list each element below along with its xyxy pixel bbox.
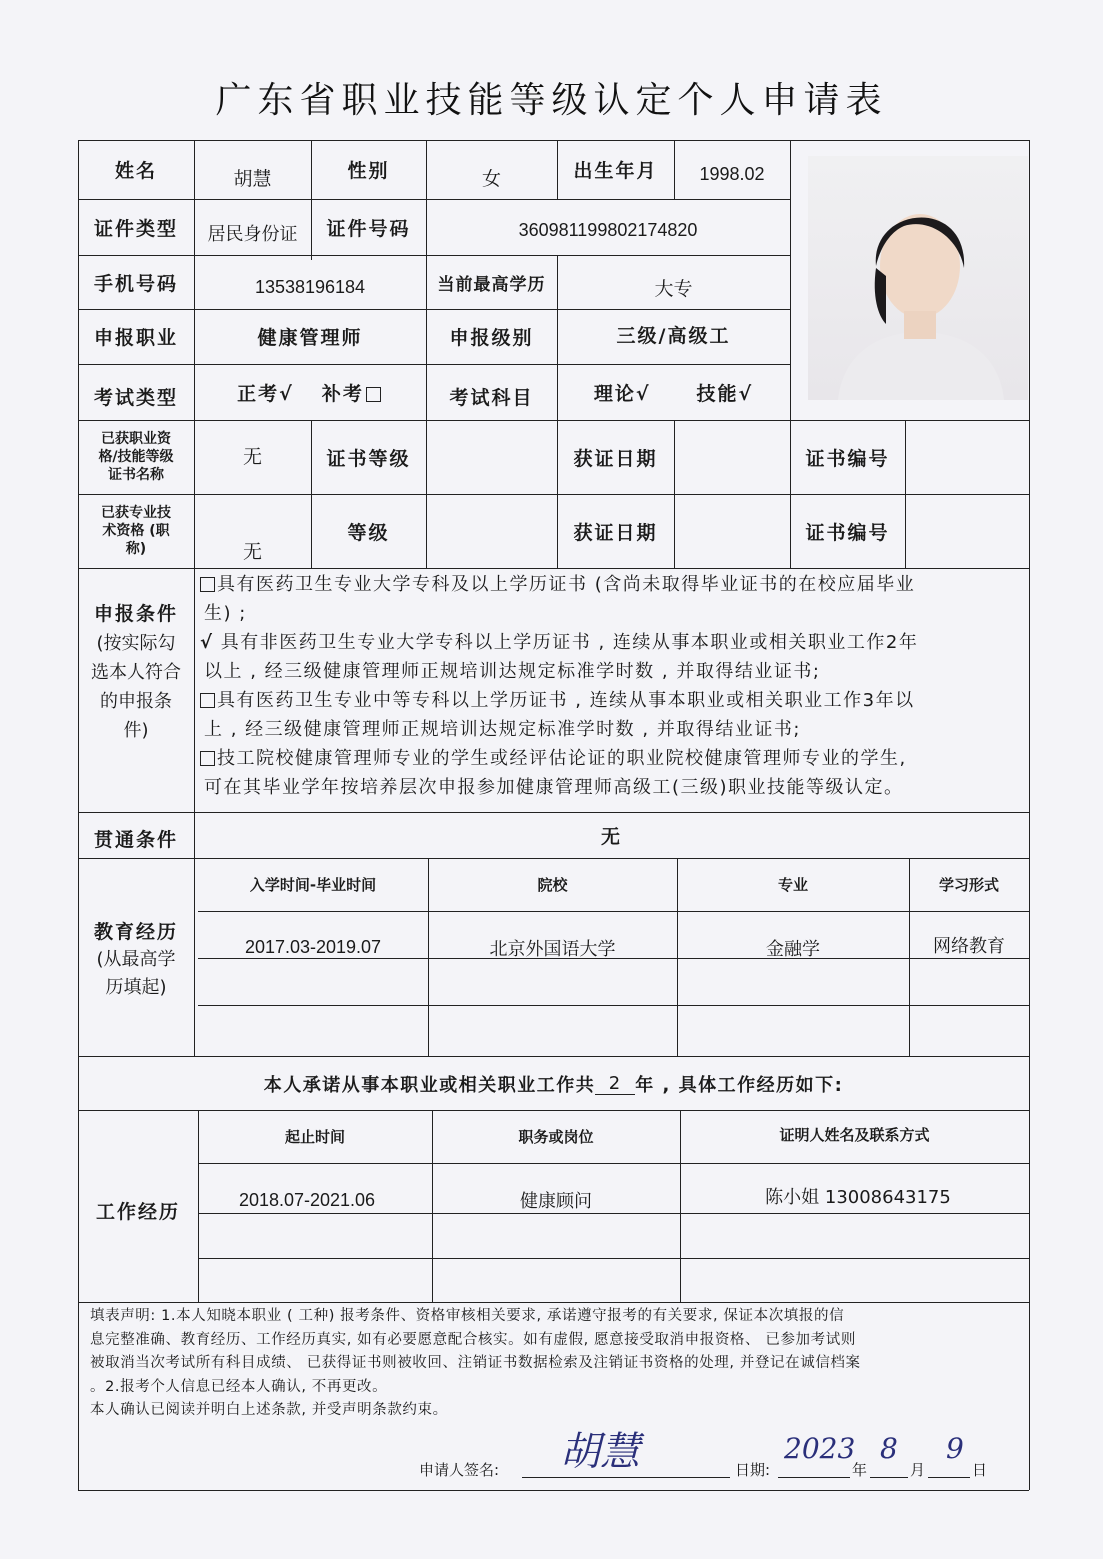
exam-retake-label: 补考 <box>321 382 364 405</box>
cert-date-label: 获证日期 <box>573 447 658 470</box>
subject-theory-option[interactable]: 理论√ <box>593 382 651 405</box>
through-label: 贯通条件 <box>93 828 178 851</box>
edu-title: 教育经历 <box>93 921 178 943</box>
cert-number-label: 证书编号 <box>805 447 890 470</box>
work-label: 工作经历 <box>95 1200 180 1223</box>
birth-value: 1998.02 <box>699 164 765 184</box>
edu-header-form: 学习形式 <box>938 876 999 894</box>
condition-text: 生) ; <box>204 603 247 624</box>
declaration-line: 。2.报考个人信息已经本人确认, 不再更改。 <box>90 1378 388 1395</box>
table-cell: 陈小姐 13008643175 <box>765 1187 951 1208</box>
level-label: 申报级别 <box>449 327 534 349</box>
signature-label: 申请人签名: <box>419 1461 500 1479</box>
qual-cert-value: 无 <box>242 446 262 468</box>
name-value: 胡慧 <box>233 168 272 190</box>
edu-sub: 历填起) <box>105 977 167 998</box>
tech-qual-value: 无 <box>242 541 262 563</box>
condition-text: 可在其毕业学年按培养层次申报参加健康管理师高级工(三级)职业技能等级认定。 <box>204 777 904 798</box>
work-header-reference: 证明人姓名及联系方式 <box>779 1126 930 1144</box>
date-label: 日期: <box>735 1461 771 1479</box>
gender-label: 性别 <box>347 160 390 182</box>
conditions-sub: 选本人符合 <box>91 662 181 683</box>
through-value: 无 <box>600 825 622 848</box>
condition-text: 以上 , 经三级健康管理师正规培训达规定标准学时数 , 并取得结业证书; <box>204 661 821 682</box>
checkbox-icon[interactable] <box>200 751 215 766</box>
table-cell: 2017.03-2019.07 <box>244 937 382 957</box>
checkbox-icon[interactable] <box>200 577 215 592</box>
work-header-period: 起止时间 <box>284 1128 345 1146</box>
checkbox-icon[interactable] <box>366 387 381 402</box>
person-photo-icon <box>808 156 1028 400</box>
cert-level-label: 证书等级 <box>326 447 411 470</box>
qual-cert-label-line: 已获职业资 <box>101 431 171 447</box>
exam-type-options <box>194 364 426 420</box>
qual-cert-label-line: 格/技能等级 <box>98 449 174 465</box>
tech-date-label: 获证日期 <box>573 521 658 544</box>
declaration <box>90 1305 1026 1423</box>
checkbox-icon[interactable] <box>200 693 215 708</box>
education-value: 大专 <box>654 277 693 300</box>
qual-cert-label-line: 证书名称 <box>108 467 164 483</box>
subject-skill-option[interactable]: 技能√ <box>696 382 754 405</box>
year-unit: 年 <box>852 1461 868 1479</box>
id-number-value: 360981199802174820 <box>518 219 698 240</box>
edu-header-period: 入学时间-毕业时间 <box>249 876 377 894</box>
tech-qual-label-line: 已获专业技 <box>101 505 171 521</box>
occupation-label: 申报职业 <box>93 327 178 349</box>
exam-subject-label: 考试科目 <box>449 386 534 409</box>
edu-sub: (从最高学 <box>96 949 176 970</box>
table-cell: 网络教育 <box>933 935 1005 957</box>
condition-option-3[interactable] <box>200 686 1026 715</box>
edu-label <box>78 915 194 1005</box>
work-promise <box>78 1058 1029 1110</box>
declaration-line: 本人确认已阅读并明白上述条款, 并受声明条款约束。 <box>90 1402 448 1418</box>
exam-subject-options <box>557 364 790 420</box>
condition-option-1[interactable] <box>200 570 1026 599</box>
qual-cert-label <box>78 420 194 494</box>
checkmark-icon: √ <box>200 632 214 653</box>
tech-grade-label: 等级 <box>347 521 390 544</box>
day-unit: 日 <box>972 1461 988 1479</box>
declaration-line: 填表声明: 1.本人知晓本职业 ( 工种) 报考条件、资格审核相关要求, 承诺遵守报考的有关要求, 保证本次填报的信 <box>90 1308 845 1324</box>
education-label: 当前最高学历 <box>437 274 546 295</box>
signature-day: 9 <box>946 1432 964 1465</box>
promise-text: 年 , 具体工作经历如下: <box>635 1075 844 1096</box>
edu-header-major: 专业 <box>777 876 808 894</box>
month-unit: 月 <box>910 1461 926 1479</box>
exam-type-label: 考试类型 <box>93 386 178 409</box>
edu-header-school: 院校 <box>537 876 568 894</box>
applicant-photo <box>808 156 1028 400</box>
condition-text: 具有非医药卫生专业大学专科以上学历证书 , 连续从事本职业或相关职业工作2年 <box>213 632 919 653</box>
tech-qual-label <box>78 494 194 568</box>
tech-number-label: 证书编号 <box>805 521 890 544</box>
table-cell: 健康顾问 <box>520 1191 592 1212</box>
declaration-line: 被取消当次考试所有科目成绩、 已获得证书则被收回、注销证书数据检索及注销证书资格的处理, 并登记在诚信档案 <box>90 1355 861 1371</box>
promise-years[interactable]: 2 <box>595 1074 635 1095</box>
condition-option-2[interactable] <box>200 628 1026 657</box>
work-header-position: 职务或岗位 <box>518 1128 594 1146</box>
gender-value: 女 <box>481 168 501 190</box>
tech-qual-label-line: 称) <box>125 541 147 557</box>
condition-text: 具有医药卫生专业大学专科及以上学历证书 (含尚未取得毕业证书的在校应届毕业 <box>217 574 916 595</box>
table-cell: 北京外国语大学 <box>489 938 616 960</box>
page-title: 广东省职业技能等级认定个人申请表 <box>215 80 888 121</box>
conditions-list <box>200 570 1026 802</box>
condition-option-4[interactable] <box>200 744 1026 773</box>
tech-qual-label-line: 术资格 (职 <box>102 523 170 539</box>
signature-month: 8 <box>880 1432 898 1465</box>
phone-label: 手机号码 <box>93 272 178 295</box>
table-cell: 2018.07-2021.06 <box>238 1189 376 1210</box>
phone-value: 13538196184 <box>254 276 366 297</box>
conditions-label <box>78 600 194 780</box>
exam-main-option[interactable]: 正考√ <box>237 382 294 405</box>
level-value: 三级/高级工 <box>616 325 731 347</box>
promise-text: 本人承诺从事本职业或相关职业工作共 <box>263 1075 596 1096</box>
condition-text: 上 , 经三级健康管理师正规培训达规定标准学时数 , 并取得结业证书; <box>204 719 801 740</box>
table-cell: 金融学 <box>766 938 820 960</box>
applicant-signature: 胡慧 <box>560 1429 640 1475</box>
exam-retake-option[interactable] <box>322 379 383 406</box>
id-number-label: 证件号码 <box>326 217 411 240</box>
id-type-value: 居民身份证 <box>207 224 298 245</box>
conditions-sub: (按实际勾 <box>96 633 176 654</box>
condition-text: 具有医药卫生专业中等专科以上学历证书 , 连续从事本职业或相关职业工作3年以 <box>217 690 915 711</box>
condition-text: 技工院校健康管理师专业的学生或经评估论证的职业院校健康管理师专业的学生, <box>217 748 907 769</box>
id-type-label: 证件类型 <box>93 217 178 240</box>
signature-year: 2023 <box>784 1432 856 1465</box>
declaration-line: 息完整准确、教育经历、工作经历真实, 如有必要愿意配合核实。如有虚假, 愿意接受取消申报资格、 已参加考试则 <box>90 1331 856 1348</box>
occupation-value: 健康管理师 <box>257 327 363 349</box>
birth-label: 出生年月 <box>573 160 658 182</box>
conditions-sub: 件) <box>123 720 149 741</box>
conditions-title: 申报条件 <box>93 603 178 625</box>
name-label: 姓名 <box>114 160 157 182</box>
conditions-sub: 的申报条 <box>100 691 172 712</box>
